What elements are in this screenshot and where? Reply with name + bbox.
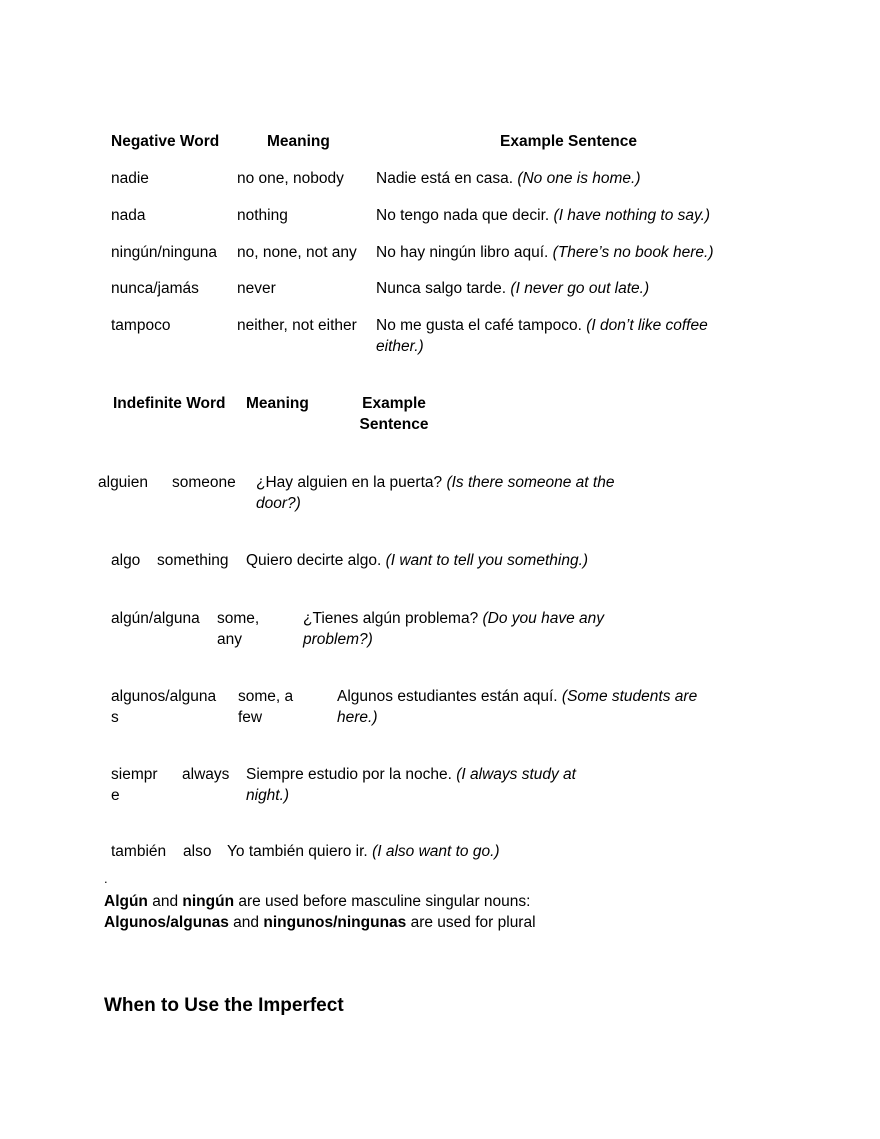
indef-word: alguien — [98, 474, 148, 491]
indef-header-example: Example Sentence — [359, 395, 429, 433]
neg-example: No hay ningún libro aquí. (There’s no book here.) — [376, 244, 714, 261]
neg-word: nada — [111, 207, 146, 224]
indef-example: Algunos estudiantes están aquí. (Some students are here.) — [337, 688, 698, 726]
neg-example: Nunca salgo tarde. (I never go out late.) — [376, 280, 650, 297]
neg-translation: (I never go out late.) — [510, 280, 650, 297]
neg-translation: (I have nothing to say.) — [553, 207, 711, 224]
indef-example: ¿Tienes algún problema? (Do you have any problem?) — [303, 610, 605, 648]
neg-example: No tengo nada que decir. (I have nothing to say.) — [376, 207, 711, 224]
indef-header-meaning: Meaning — [246, 395, 309, 412]
neg-word: ningún/ninguna — [111, 244, 218, 261]
note-line-1: Algún and ningún are used before masculine singular nouns: — [104, 893, 531, 910]
section-heading: When to Use the Imperfect — [104, 995, 344, 1016]
indef-translation: (I want to tell you something.) — [385, 552, 589, 569]
stray-dot: . — [104, 871, 108, 886]
indef-meaning: some, a few — [238, 688, 294, 726]
neg-header-example: Example Sentence — [500, 133, 637, 150]
neg-header-word: Negative Word — [111, 133, 220, 150]
indef-example: Siempre estudio por la noche. (I always study at night.) — [246, 766, 576, 804]
indef-meaning: someone — [172, 474, 236, 491]
indef-translation: (I always study at night.) — [246, 766, 576, 804]
indef-meaning: also — [183, 843, 212, 860]
indef-translation: (Do you have any problem?) — [303, 610, 605, 648]
neg-word: nadie — [111, 170, 149, 187]
neg-meaning: neither, not either — [237, 317, 357, 334]
note-line-2: Algunos/algunas and ningunos/ningunas are used for plural — [104, 914, 536, 931]
indef-translation: (Is there someone at the door?) — [256, 474, 615, 512]
indef-word: algún/alguna — [111, 610, 200, 627]
neg-header-meaning: Meaning — [267, 133, 330, 150]
indef-word: algunos/algunas — [111, 688, 217, 726]
neg-meaning: no one, nobody — [237, 170, 344, 187]
neg-meaning: never — [237, 280, 276, 297]
neg-word: nunca/jamás — [111, 280, 199, 297]
indef-word: algo — [111, 552, 141, 569]
neg-translation: (No one is home.) — [517, 170, 641, 187]
neg-word: tampoco — [111, 317, 171, 334]
indef-example: Quiero decirte algo. (I want to tell you something.) — [246, 552, 589, 569]
indef-translation: (I also want to go.) — [372, 843, 500, 860]
neg-meaning: nothing — [237, 207, 288, 224]
neg-example: No me gusta el café tampoco. (I don’t like coffee either.) — [376, 317, 708, 355]
indef-meaning: something — [157, 552, 229, 569]
indef-meaning: always — [182, 766, 230, 783]
neg-translation: (I don’t like coffee either.) — [376, 317, 708, 355]
indef-word: también — [111, 843, 167, 860]
indef-word: siempre — [111, 766, 158, 804]
indef-header-word: Indefinite Word — [113, 395, 226, 412]
indef-example: ¿Hay alguien en la puerta? (Is there someone at the door?) — [256, 474, 615, 512]
neg-meaning: no, none, not any — [237, 244, 357, 261]
indef-translation: (Some students are here.) — [337, 688, 698, 726]
indef-meaning: some, any — [217, 610, 260, 648]
indef-example: Yo también quiero ir. (I also want to go.) — [227, 843, 500, 860]
neg-example: Nadie está en casa. (No one is home.) — [376, 170, 641, 187]
neg-translation: (There’s no book here.) — [552, 244, 714, 261]
